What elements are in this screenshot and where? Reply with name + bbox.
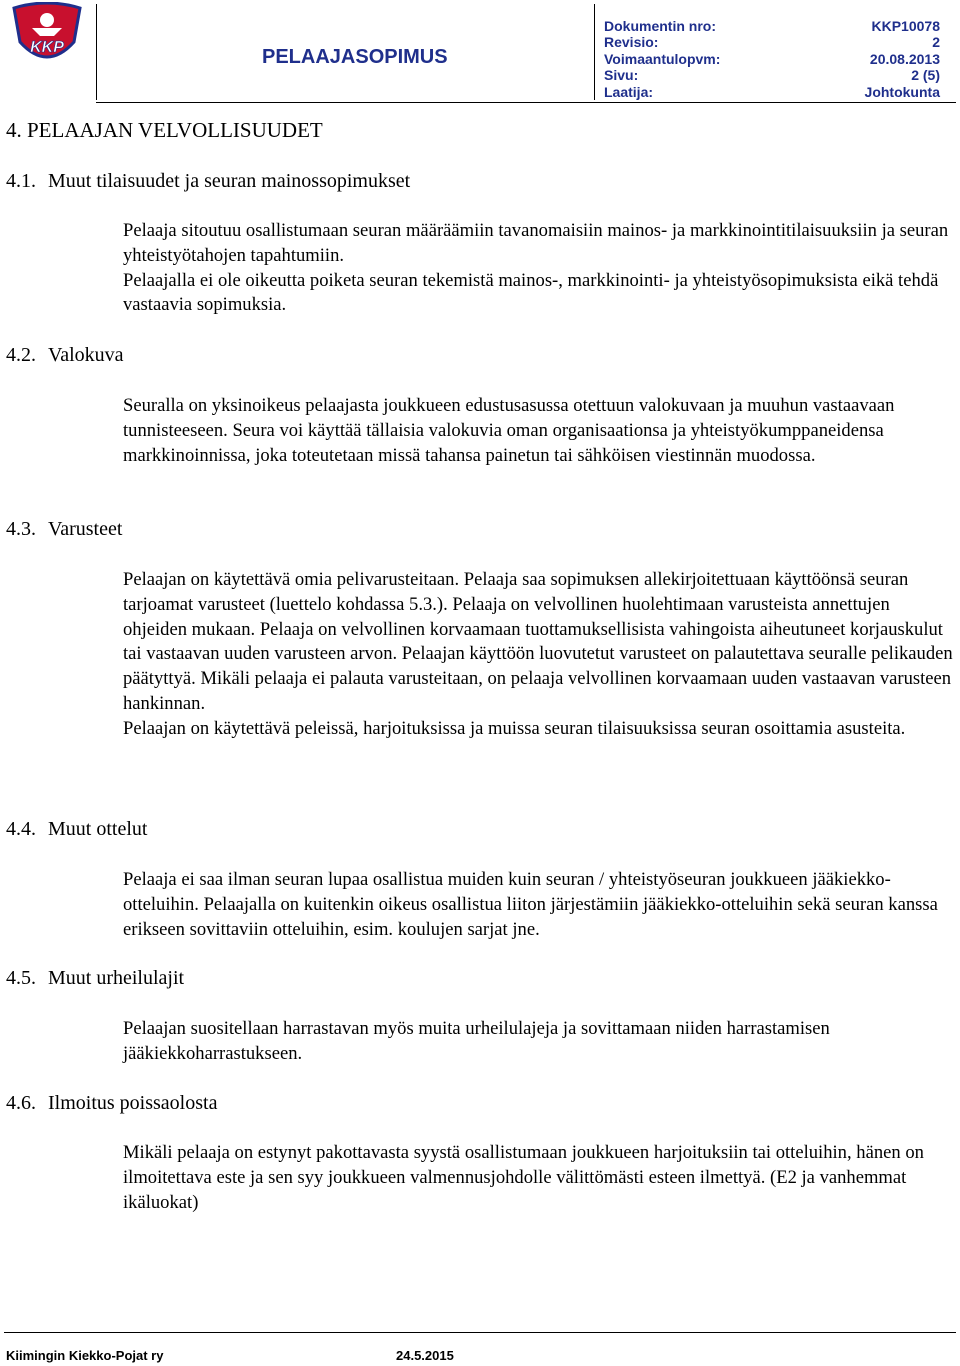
subsection-body-4-4 bbox=[123, 868, 953, 942]
subsection-title: Ilmoitus poissaolosta bbox=[48, 1092, 218, 1114]
meta-value: KKP10078 bbox=[871, 18, 940, 34]
meta-label: Voimaantulopvm: bbox=[604, 50, 721, 67]
document-title: PELAAJASOPIMUS bbox=[262, 46, 448, 68]
footer-date: 24.5.2015 bbox=[396, 1348, 454, 1363]
subsection-title: Varusteet bbox=[48, 518, 123, 540]
subsection-number: 4.3. bbox=[6, 518, 36, 540]
meta-value: Johtokunta bbox=[864, 83, 940, 100]
subsection-heading-4-1 bbox=[6, 170, 410, 193]
subsection-heading-4-4 bbox=[6, 818, 147, 841]
header-divider bbox=[96, 4, 97, 100]
club-logo bbox=[4, 2, 90, 70]
subsection-title: Muut tilaisuudet ja seuran mainossopimukset bbox=[48, 170, 411, 192]
meta-revision bbox=[604, 34, 940, 50]
subsection-title: Muut urheilulajit bbox=[48, 967, 185, 989]
meta-value: 20.08.2013 bbox=[869, 50, 940, 67]
meta-author bbox=[604, 84, 940, 100]
meta-label: Laatija: bbox=[604, 83, 654, 100]
paragraph: Seuralla on yksinoikeus pelaajasta joukkueen edustusasussa otettuun valokuvaan ja muuhun vastaavaan tunnisteeseen. Seura voi käyttää tällaisia valokuvia oman organisaationsa ja yhteistyökumppaneidensa markkinoinnissa, joka toteutetaan missä tahansa painetun tai sähköisen viestinnän muodossa. bbox=[123, 395, 895, 466]
meta-page bbox=[604, 67, 940, 83]
subsection-number: 4.2. bbox=[6, 344, 36, 366]
subsection-body-4-1 bbox=[123, 219, 953, 318]
document-meta bbox=[604, 18, 940, 100]
subsection-title: Valokuva bbox=[48, 344, 124, 366]
paragraph: Pelaaja sitoutuu osallistumaan seuran määräämiin tavanomaisiin mainos- ja markkinointitilaisuuksiin ja seuran yhteistyötahojen tapahtumiin. bbox=[123, 220, 949, 266]
paragraph: Mikäli pelaaja on estynyt pakottavasta syystä osallistumaan joukkueen harjoituksiin tai otteluihin, hänen on ilmoitettava este ja sen syy joukkueen valmennusjohdolle välittömästi esteen ilmettyä. (E2 ja vanhemmat ikäluokat) bbox=[123, 1142, 924, 1213]
subsection-body-4-6 bbox=[123, 1141, 953, 1215]
subsection-body-4-2 bbox=[123, 394, 953, 468]
subsection-number: 4.6. bbox=[6, 1092, 36, 1114]
meta-document-number bbox=[604, 18, 940, 34]
paragraph: Pelaajan suositellaan harrastavan myös muita urheilulajeja ja sovittamaan niiden harrastamisen jääkiekkoharrastukseen. bbox=[123, 1018, 830, 1064]
subsection-heading-4-6 bbox=[6, 1092, 217, 1115]
footer-rule bbox=[4, 1332, 956, 1333]
subsection-heading-4-3 bbox=[6, 518, 122, 541]
subsection-number: 4.4. bbox=[6, 818, 36, 840]
footer-organization: Kiimingin Kiekko-Pojat ry bbox=[6, 1348, 164, 1363]
subsection-body-4-5 bbox=[123, 1017, 953, 1067]
paragraph: Pelaaja ei saa ilman seuran lupaa osallistua muiden kuin seuran / yhteistyöseuran joukkueen jääkiekko-otteluihin. Pelaajalla on kuitenkin oikeus osallistua liiton järjestämiin jääkiekko-otteluihin sekä seuran kanssa erikseen sovittaviin otteluihin, esim. koulujen sarjat jne. bbox=[123, 869, 938, 940]
meta-label: Dokumentin nro: bbox=[604, 18, 716, 34]
meta-value: 2 (5) bbox=[911, 67, 940, 84]
header-divider bbox=[594, 4, 595, 100]
meta-effective-date bbox=[604, 51, 940, 67]
header-bottom-rule bbox=[96, 102, 956, 103]
subsection-heading-4-5 bbox=[6, 967, 184, 990]
meta-value: 2 bbox=[932, 34, 940, 51]
logo-text: KKP bbox=[30, 39, 64, 56]
meta-label: Revisio: bbox=[604, 34, 659, 51]
document-header bbox=[0, 0, 960, 104]
section-heading: 4. PELAAJAN VELVOLLISUUDET bbox=[6, 118, 323, 142]
subsection-title: Muut ottelut bbox=[48, 818, 148, 840]
subsection-number: 4.5. bbox=[6, 967, 36, 989]
subsection-body-4-3 bbox=[123, 568, 953, 742]
meta-label: Sivu: bbox=[604, 67, 639, 84]
paragraph: Pelaajalla ei ole oikeutta poiketa seuran tekemistä mainos-, markkinointi- ja yhteistyösopimuksista eikä tehdä vastaavia sopimuksia. bbox=[123, 269, 939, 316]
paragraph: Pelaajan on käytettävä omia pelivarusteitaan. Pelaaja saa sopimuksen allekirjoitettuaan käyttöönsä seuran tarjoamat varusteet (luettelo kohdassa 5.3.). Pelaaja on velvollinen huolehtimaan varusteista annettujen ohjeiden mukaan. Pelaaja on velvollinen korvaamaan tuottamuksellisista vahingoista aiheutuneet korjauskulut tai vastaavan uuden varusteen arvon. Pelaajan käyttöön luovutetut varusteet on palautettava seuralle pelikauden päätyttyä. Mikäli pelaaja ei palauta varusteitaan, on pelaaja velvollinen korvaamaan uuden vastaavan varusteen hankinnan. bbox=[123, 569, 953, 714]
paragraph: Pelaajan on käytettävä peleissä, harjoituksissa ja muissa seuran tilaisuuksissa seuran osoittamia asusteita. bbox=[123, 717, 906, 739]
subsection-number: 4.1. bbox=[6, 170, 36, 192]
subsection-heading-4-2 bbox=[6, 344, 124, 367]
